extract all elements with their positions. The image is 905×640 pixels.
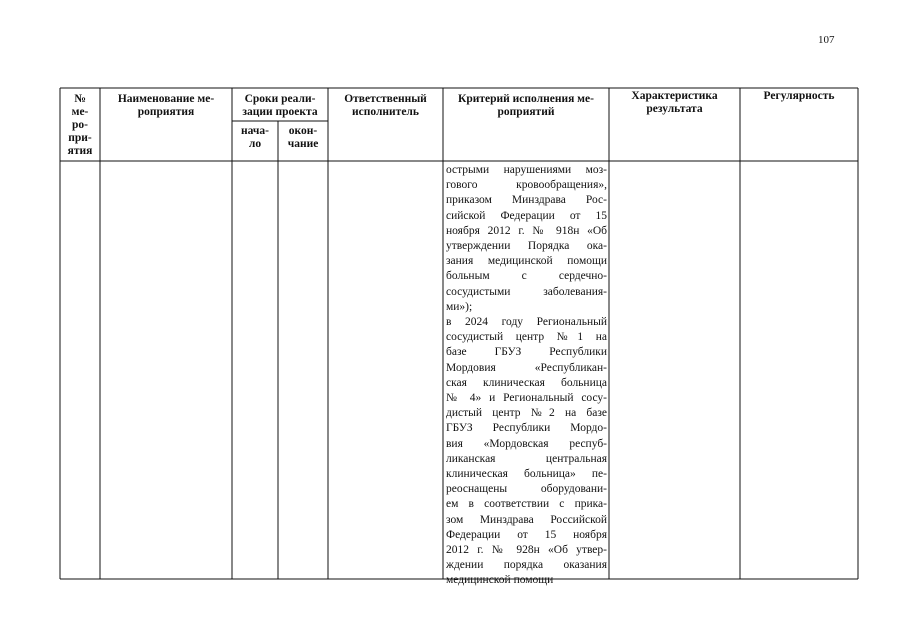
criterion-text: [446, 163, 607, 589]
criterion-line: медицинской помощи: [446, 574, 554, 587]
criterion-line: ноября 2012 г. № 918н «Об: [446, 224, 607, 237]
criterion-line: дистый центр №2 на базе: [446, 407, 607, 420]
criterion-line: ликанская центральная: [446, 452, 607, 465]
criterion-line: Федерации от 15 ноября: [446, 528, 607, 541]
criterion-line: ем в соответствии с прика-: [446, 498, 607, 511]
criterion-line: ми»);: [446, 300, 473, 313]
criterion-line: сосудистыми заболевания-: [446, 285, 607, 298]
header-start: нача- ло: [241, 125, 269, 150]
header-end: окон- чание: [287, 125, 319, 150]
criterion-line: зом Минздрава Российской: [446, 513, 607, 526]
header-number: № ме- ро- при- ятия: [67, 93, 93, 157]
criterion-line: ГБУЗ Республики Мордо-: [446, 422, 607, 435]
criterion-line: утверждении Порядка ока-: [446, 240, 607, 253]
header-dates: Сроки реали- зации проекта: [242, 93, 318, 118]
header-result: Характеристика результата: [631, 90, 718, 115]
criterion-line: сийской Федерации от 15: [446, 209, 607, 222]
criterion-line: 2012 г. № 928н «Об утвер-: [446, 544, 607, 557]
criterion-line: гового кровообращения»,: [446, 179, 607, 192]
header-name: Наименование ме- роприятия: [117, 93, 215, 118]
header-responsible: Ответственный исполнитель: [344, 93, 427, 118]
criterion-line: вия «Мордовская респуб-: [446, 437, 607, 450]
criterion-line: ская клиническая больница: [446, 376, 607, 389]
criterion-line: Мордовия «Республикан-: [446, 361, 607, 374]
criterion-line: приказом Минздрава Рос-: [446, 194, 607, 207]
page-number: 107: [818, 34, 835, 46]
header-criterion: Критерий исполнения ме- роприятий: [458, 93, 594, 118]
header-regularity: Регулярность: [763, 90, 835, 102]
criterion-line: сосудистый центр №1 на: [446, 331, 607, 344]
criterion-line: № 4» и Региональный сосу-: [446, 392, 607, 405]
criterion-line: базе ГБУЗ Республики: [446, 346, 607, 359]
criterion-line: клиническая больница» пе-: [446, 468, 607, 481]
criterion-line: в 2024 году Региональный: [446, 316, 607, 329]
criterion-line: ждении порядка оказания: [446, 559, 607, 572]
criterion-line: острыми нарушениями моз-: [446, 164, 607, 176]
criterion-line: больным с сердечно-: [446, 270, 607, 283]
criterion-line: зания медицинской помощи: [446, 255, 607, 268]
criterion-line: реоснащены оборудовани-: [446, 483, 607, 496]
